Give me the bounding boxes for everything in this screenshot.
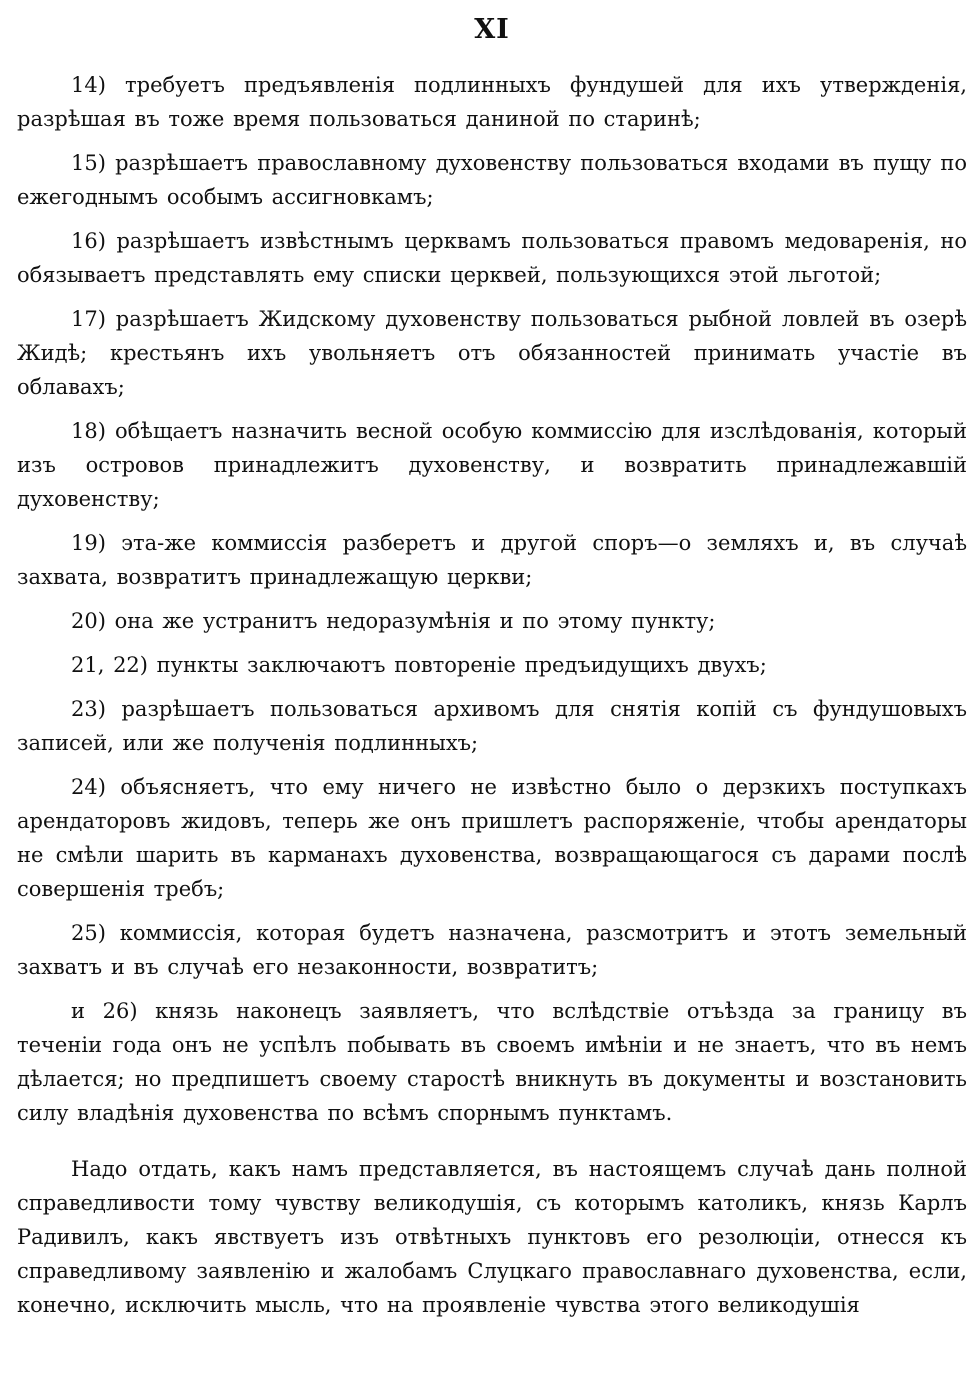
list-item: 14) требуетъ предъявленія подлинныхъ фундушей для ихъ утвержденія, разрѣшая въ тоже время пользоваться даниной по старинѣ;	[17, 73, 967, 131]
list-item: 16) разрѣшаетъ извѣстнымъ церквамъ пользоваться правомъ медоваренія, но обязываетъ представлять ему списки церквей, пользующихся этой льготой;	[17, 229, 967, 287]
list-item: 25) коммиссія, которая будетъ назначена, разсмотритъ и этотъ земельный захватъ и въ случаѣ его незаконности, возвратитъ;	[17, 921, 967, 979]
list-item: 21, 22) пункты заключаютъ повтореніе предъидущихъ двухъ;	[71, 653, 767, 677]
list-item: 19) эта-же коммиссія разберетъ и другой споръ—о земляхъ и, въ случаѣ захвата, возвратитъ принадлежащую церкви;	[17, 531, 967, 589]
list-item: 24) объясняетъ, что ему ничего не извѣстно было о дерзкихъ поступкахъ арендаторовъ жидовъ, теперь же онъ пришлетъ распоряженіе, чтобы арендаторы не смѣли шарить въ карманахъ духовенства, возвращающагося съ дарами послѣ совершенія требъ;	[17, 775, 967, 901]
list-item: 18) обѣщаетъ назначить весной особую коммиссію для изслѣдованія, который изъ островов принадлежитъ духовенству, и возвратить принадлежавшій духовенству;	[17, 419, 967, 511]
list-item: 17) разрѣшаетъ Жидскому духовенству пользоваться рыбной ловлей въ озерѣ Жидѣ; крестьянъ ихъ увольняетъ отъ обязанностей принимать участіе въ облавахъ;	[17, 307, 967, 399]
document-page	[17, 10, 967, 1322]
list-item: 20) она же устранитъ недоразумѣнія и по этому пункту;	[71, 609, 716, 633]
closing-paragraph: Надо отдать, какъ намъ представляется, въ настоящемъ случаѣ дань полной справедливости тому чувству великодушія, съ которымъ католикъ, князь Карлъ Радивилъ, какъ явствуетъ изъ отвѣтныхъ пунктовъ его резолюціи, отнесся къ справедливому заявленію и жалобамъ Слуцкаго православнаго духовенства, если, конечно, исключить мысль, что на проявленіе чувства этого великодушія	[17, 1157, 967, 1317]
page-number: XI	[474, 14, 510, 45]
list-item: 15) разрѣшаетъ православному духовенству пользоваться входами въ пущу по ежегоднымъ особымъ ассигновкамъ;	[17, 151, 967, 209]
list-item: 23) разрѣшаетъ пользоваться архивомъ для снятія копій съ фундушовыхъ записей, или же полученія подлинныхъ;	[17, 697, 967, 755]
list-item: и 26) князь наконецъ заявляетъ, что вслѣдствіе отъѣзда за границу въ теченіи года онъ не успѣлъ побывать въ своемъ имѣніи и не знаетъ, что въ немъ дѣлается; но предпишетъ своему старостѣ вникнуть въ документы и возстановить силу владѣнія духовенства по всѣмъ спорнымъ пунктамъ.	[17, 999, 967, 1125]
